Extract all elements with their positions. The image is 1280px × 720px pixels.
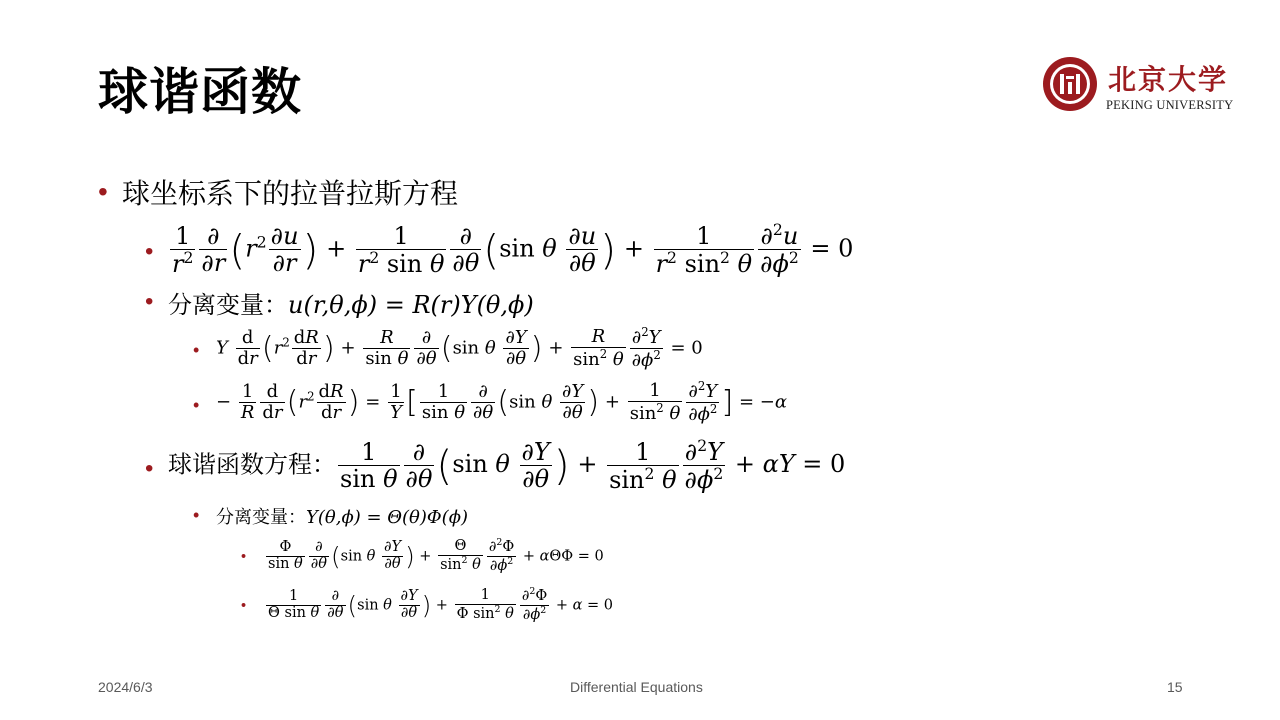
separated-equation-1: Y $\frac{d}{dr}$ ($r^2$ $\frac{dR}{dr}$ ) + $\frac{R}{\text{sin θ}}$ $\frac{\partial}{\partial\theta}$ (sin θ $\frac{\partial Y}{\partial\theta}$ ) + $\frac{R}{\sin^2 \theta}$ $\frac{\partial^2Y}{\partial\phi^2}$ = 0 — [216, 325, 703, 371]
bullet-marker: • — [193, 395, 200, 415]
bullet-marker: • — [145, 455, 154, 482]
spherical-harmonic-equation: 球谐函数方程： $\frac{1}{\text{sin θ}}$ $\frac{\partial}{\partial\theta}$ (sin θ $\frac{\partial Y}{\partial\theta}$ ) + $\frac{1}{\sin^2 \theta}$ $\frac{\partial^2Y}{\partial\phi^2}$ + αY = 0 — [168, 437, 846, 495]
laplace-equation: $\frac{1}{r^2}$ $\frac{\partial}{\partial r}$ ($r^2$ $\frac{\partial u}{\partial r}$ ) + $\frac{1}{r^2 \sin \theta}$ $\frac{\partial}{\partial\theta}$ (sin θ $\frac{\partial u}{\partial\theta}$ ) + $\frac{1}{r^2 \sin^2 \theta}$ $\frac{\partial^2u}{\partial\phi^2}$ = 0 — [172, 221, 854, 279]
separation-of-variables — [168, 285, 534, 320]
bullet-marker: • — [193, 340, 200, 360]
footer-course-name: Differential Equations — [570, 679, 703, 695]
bullet-marker: • — [193, 505, 200, 525]
sh-separation-equation: Y(θ,ϕ) = Θ(θ)Φ(ϕ) — [306, 507, 468, 528]
bullet-marker: • — [98, 176, 108, 207]
footer-page-number: 15 — [1167, 679, 1183, 695]
university-seal-icon — [1040, 56, 1100, 116]
separated-equation-2: − $\frac{1}{R}$ $\frac{d}{dr}$ ($r^2$ $\frac{dR}{dr}$ ) = $\frac{1}{Y}$ [ $\frac{1}{\text{sin θ}}$ $\frac{\partial}{\partial\theta}$ (sin θ $\frac{\partial Y}{\partial\theta}$ ) + $\frac{1}{\sin^2 \theta}$ $\frac{\partial^2Y}{\partial\phi^2}$ ] = −α — [216, 379, 788, 425]
bullet-marker: • — [241, 549, 247, 565]
sh-separation-label: 分离变量： — [216, 507, 306, 527]
sh-equation-label: 球谐函数方程： — [168, 451, 336, 479]
separation-equation: u(r,θ,ϕ) = R(r)Y(θ,ϕ) — [288, 291, 534, 319]
theta-phi-equation-2: $\frac{1}{\text{Θ sin θ}}$ $\frac{\partial}{\partial\theta}$ (sin θ $\frac{\partial Y}{\partial\theta}$ ) + $\frac{1}{\Phi \sin^2 \theta}$ $\frac{\partial^2\Phi}{\partial\phi^2}$ + α = 0 — [268, 586, 613, 623]
theta-phi-equation-1: $\frac{\Phi}{\text{sin θ}}$ $\frac{\partial}{\partial\theta}$ (sin θ $\frac{\partial Y}{\partial\theta}$ ) + $\frac{\Theta}{\sin^2 \theta}$ $\frac{\partial^2\Phi}{\partial\phi^2}$ + αΘΦ = 0 — [268, 537, 604, 574]
university-logo — [1040, 56, 1240, 116]
university-name-cn: 北京大学 — [1108, 63, 1229, 96]
bullet-marker: • — [145, 238, 154, 265]
separation-label: 分离变量： — [168, 292, 288, 319]
sh-separation — [216, 503, 468, 529]
slide-title: 球谐函数 — [98, 62, 302, 121]
footer-date: 2024/6/3 — [98, 679, 153, 695]
bullet-laplace-heading: 球坐标系下的拉普拉斯方程 — [122, 178, 459, 209]
university-name-en: PEKING UNIVERSITY — [1106, 98, 1234, 112]
bullet-marker: • — [241, 598, 247, 614]
bullet-marker: • — [145, 288, 154, 315]
